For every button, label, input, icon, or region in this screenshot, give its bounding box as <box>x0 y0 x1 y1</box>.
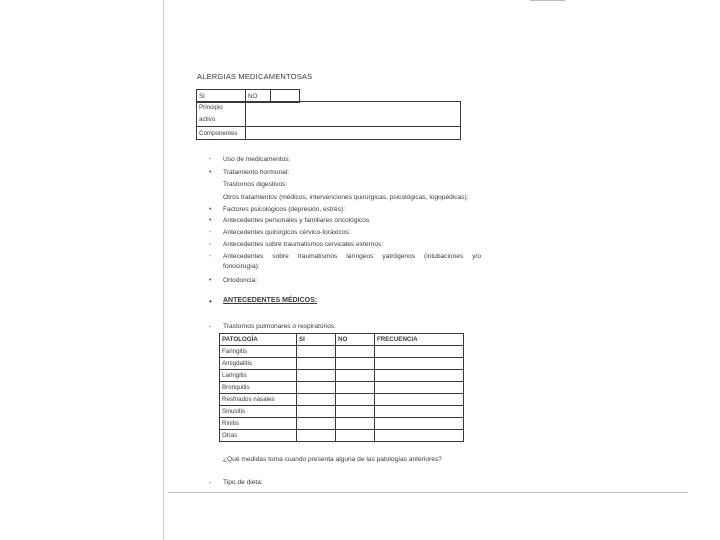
scan-mark <box>530 0 565 1</box>
frecuencia-cell[interactable] <box>375 358 464 370</box>
page-bottom-edge <box>168 492 688 493</box>
allergy-no-label: NO <box>246 90 271 103</box>
allergies-title: ALERGIAS MEDICAMENTOSAS <box>197 72 313 81</box>
frecuencia-cell[interactable] <box>375 346 464 358</box>
header-si: SI <box>297 334 336 346</box>
item-factores-psicologicos: Factores psicológicos (depresión, estrés): <box>223 206 346 213</box>
si-cell[interactable] <box>297 382 336 394</box>
table-row <box>220 418 464 430</box>
bullet: • <box>209 206 212 213</box>
pathology-name: Otras <box>220 430 297 442</box>
table-row <box>220 346 464 358</box>
pathology-name: Rinitis <box>220 418 297 430</box>
item-traumatismos-laringeos: Antecedentes sobre traumatismos laríngeos yatrógenos (intubaciones y/o <box>223 253 481 260</box>
bullet: - <box>209 229 212 236</box>
item-tratamiento-hormonal: Tratamiento hormonal: <box>223 169 290 176</box>
header-frecuencia: FRECUENCIA <box>375 334 464 346</box>
no-cell[interactable] <box>336 394 375 406</box>
principio-activo-label <box>197 102 246 127</box>
item-trastornos-digestivos: Trastornos digestivos: <box>223 181 288 188</box>
pathology-name: Faringitis <box>220 346 297 358</box>
frecuencia-cell[interactable] <box>375 382 464 394</box>
medical-section-title: ANTECEDENTES MÉDICOS: <box>223 297 318 304</box>
si-cell[interactable] <box>297 430 336 442</box>
pathology-table <box>219 333 464 442</box>
no-cell[interactable] <box>336 370 375 382</box>
header-patologia: PATOLOGÍA <box>220 334 297 346</box>
frecuencia-cell[interactable] <box>375 394 464 406</box>
table-header-row <box>220 334 464 346</box>
diet-label: Tipo de dieta: <box>223 479 263 486</box>
allergy-si-label: SI <box>197 90 246 103</box>
no-cell[interactable] <box>336 418 375 430</box>
frecuencia-cell[interactable] <box>375 430 464 442</box>
componentes-label: Componentes <box>197 127 246 140</box>
bullet: - <box>209 156 212 163</box>
si-cell[interactable] <box>297 358 336 370</box>
frecuencia-cell[interactable] <box>375 418 464 430</box>
item-antecedentes-quirurgicos: Antecedentes quirúrgicos cérvico-toráxicos: <box>223 229 351 236</box>
si-cell[interactable] <box>297 406 336 418</box>
si-cell[interactable] <box>297 394 336 406</box>
allergy-detail-table <box>196 101 461 140</box>
table-row <box>220 430 464 442</box>
item-antecedentes-oncologicos: Antecedentes personales y familiares oncológicos <box>223 217 370 224</box>
pathology-name: Bronquitis <box>220 382 297 394</box>
item-fonocirugia: fonocirugía): <box>223 263 260 270</box>
medical-section-subtitle: Trastornos pulmonares o respiratorios: <box>223 323 336 330</box>
item-traumatismos-cervicales: Antecedentes sobre traumatismos cervicales externos: <box>223 241 384 248</box>
si-cell[interactable] <box>297 370 336 382</box>
item-uso-medicamentos: Uso de medicamentos: <box>223 156 291 163</box>
bullet: - <box>209 324 212 331</box>
table-row <box>220 358 464 370</box>
pathology-name: Laringitis <box>220 370 297 382</box>
si-cell[interactable] <box>297 346 336 358</box>
header-no: NO <box>336 334 375 346</box>
table-row <box>220 394 464 406</box>
bullet: - <box>209 480 212 487</box>
bullet: • <box>209 297 212 306</box>
principio-label-line1: Principio <box>199 104 223 111</box>
item-ortodoncia: Ortodoncia: <box>223 277 258 284</box>
principio-activo-field[interactable] <box>246 102 461 127</box>
no-cell[interactable] <box>336 382 375 394</box>
bullet: - <box>209 253 212 260</box>
measures-question: ¿Qué medidas toma cuando presenta alguna de las patologías anteriores? <box>223 456 442 463</box>
pathology-name: Resfriados nasales <box>220 394 297 406</box>
si-cell[interactable] <box>297 418 336 430</box>
bullet: • <box>209 277 212 284</box>
componentes-field[interactable] <box>246 127 461 140</box>
table-row <box>220 370 464 382</box>
frecuencia-cell[interactable] <box>375 406 464 418</box>
frecuencia-cell[interactable] <box>375 370 464 382</box>
bullet: • <box>209 169 212 176</box>
no-cell[interactable] <box>336 406 375 418</box>
table-row <box>220 382 464 394</box>
pathology-name: Sinusitis <box>220 406 297 418</box>
bullet: - <box>209 241 212 248</box>
no-cell[interactable] <box>336 346 375 358</box>
principio-label-line2: activo <box>199 116 216 123</box>
pathology-name: Amigdalitis <box>220 358 297 370</box>
no-cell[interactable] <box>336 430 375 442</box>
item-otros-tratamientos: Otros tratamientos (médicos, intervenciones quirúrgicas, psicológicas, logopédicas): <box>223 194 469 201</box>
table-row <box>220 406 464 418</box>
page-edge <box>163 0 164 540</box>
no-cell[interactable] <box>336 358 375 370</box>
bullet: • <box>209 217 212 224</box>
